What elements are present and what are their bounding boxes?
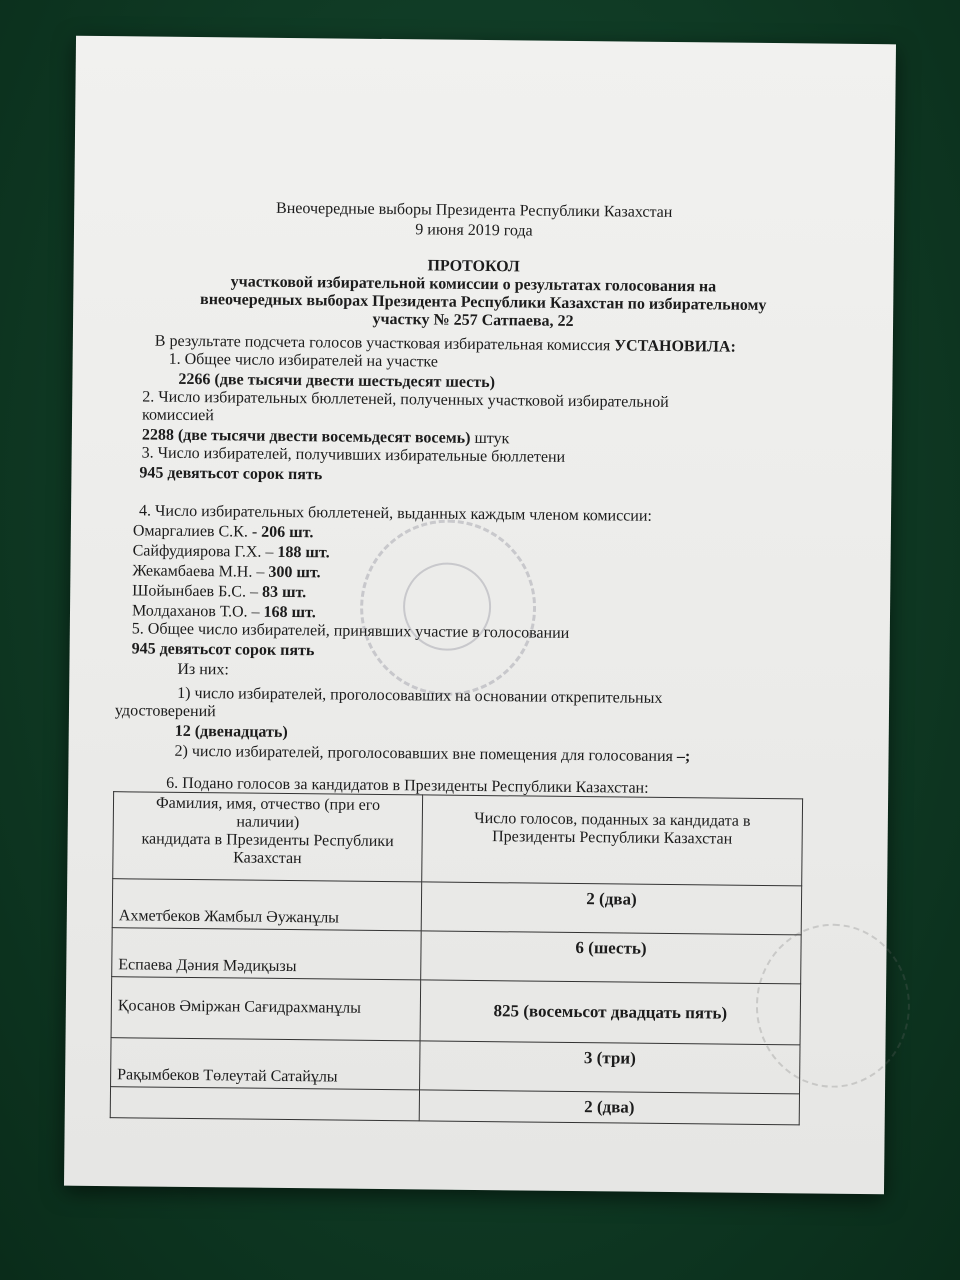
table-row	[112, 928, 801, 984]
intro-strong: УСТАНОВИЛА:	[614, 337, 736, 356]
item-2-value: 2288 (две тысячи двести восемьдесят восемь)	[141, 426, 471, 447]
header-name-line: Казахстан	[233, 849, 302, 868]
item-3-label: 3. Число избирателей, получивших избирательные бюллетени	[141, 444, 566, 466]
protocol-subtitle-2: внеочередных выборах Президента Республики Казахстан по избирательному	[200, 291, 767, 314]
candidate-name: Ахметбеков Жамбыл Әужанұлы	[112, 879, 421, 931]
member-unit: шт.	[305, 544, 330, 562]
item-4-label: 4. Число избирательных бюллетеней, выданных каждым членом комиссии:	[138, 502, 652, 525]
official-seal-stamp	[359, 519, 537, 697]
header-votes-cell	[422, 795, 803, 886]
header-votes-line: Президенты Республики Казахстан	[492, 828, 733, 848]
item-3-value: 945 девятьсот сорок пять	[139, 464, 323, 484]
of-them-label: Из них:	[177, 660, 229, 679]
candidate-name: Қосанов Әміржан Сағидрахманұлы	[111, 977, 421, 1041]
header-votes-line: Число голосов, поданных за кандидата в	[474, 809, 751, 830]
item-2-label-cont: комиссией	[141, 406, 214, 425]
subitem-1-value: 12 (двенадцать)	[174, 722, 288, 741]
header-name-line: наличии)	[236, 813, 300, 832]
candidate-votes: 2 (два)	[421, 882, 801, 935]
member-unit: шт.	[281, 583, 307, 602]
member-row	[133, 542, 330, 562]
header-name-line: Фамилия, имя, отчество (при его	[155, 794, 381, 814]
protocol-document	[64, 36, 896, 1195]
intro-text: В результате подсчета голосов участковая избирательная комиссия	[154, 332, 611, 355]
item-1-label: 1. Общее число избирателей на участке	[168, 350, 439, 371]
table-row	[111, 977, 801, 1045]
subitem-1-label-cont: удостоверений	[114, 702, 216, 721]
table-header-row	[113, 792, 803, 886]
member-count: 206	[261, 523, 286, 541]
member-name: Сайфудиярова Г.Х. –	[132, 542, 274, 561]
member-unit: шт.	[296, 564, 321, 582]
member-count: 300	[268, 563, 293, 582]
item-5-value: 945 девятьсот сорок пять	[131, 640, 315, 660]
member-count: 168	[263, 603, 288, 621]
member-row	[132, 582, 306, 602]
subitem-2-line	[174, 743, 690, 766]
item-2-label: 2. Число избирательных бюллетеней, полученных участковой избирательной	[142, 388, 669, 411]
candidate-votes: 6 (шесть)	[421, 931, 801, 984]
candidate-name	[110, 1087, 419, 1121]
table-row	[112, 879, 801, 935]
member-name: Молдаханов Т.О. –	[131, 602, 260, 621]
candidate-name: Рақымбеков Төлеутай Сатайұлы	[111, 1038, 420, 1090]
member-count: 188	[277, 543, 302, 562]
header-name-line: кандидата в Президенты Республики	[141, 830, 394, 851]
item-6-label: 6. Подано голосов за кандидатов в Президенты Республики Казахстан:	[166, 774, 649, 797]
protocol-title: ПРОТОКОЛ	[427, 257, 520, 276]
item-1-value: 2266 (две тысячи двести шестьдесят шесть)	[178, 370, 496, 392]
table-row	[110, 1087, 799, 1125]
member-unit: шт.	[289, 523, 314, 542]
member-row	[132, 602, 316, 622]
member-count: 83	[261, 583, 279, 601]
candidate-votes: 825 (восемьсот двадцать пять)	[420, 980, 801, 1045]
member-name: Шойынбаев Б.С. –	[132, 582, 259, 601]
candidates-table	[110, 791, 803, 1125]
header-name-cell	[113, 792, 423, 882]
item-5-label: 5. Общее число избирателей, принявших участие в голосовании	[131, 620, 570, 642]
member-row	[133, 522, 314, 542]
subitem-2-value: –;	[676, 748, 691, 766]
candidate-name: Еспаева Дәния Мәдиқызы	[112, 928, 421, 980]
item-2-unit: штук	[474, 429, 510, 448]
election-title: Внеочередные выборы Президента Республики Казахстан	[276, 199, 673, 221]
protocol-subtitle-1: участковой избирательной комиссии о результатах голосования на	[230, 273, 717, 296]
member-name: Омаргалиев С.К. -	[132, 522, 258, 541]
member-name: Жекамбаева М.Н. –	[132, 562, 265, 581]
table-row	[111, 1038, 800, 1094]
candidate-votes: 2 (два)	[419, 1090, 799, 1125]
protocol-subtitle-3: участку № 257 Сатпаева, 22	[372, 310, 574, 330]
subitem-1-label: 1) число избирателей, проголосовавших на основании открепительных	[177, 684, 663, 707]
candidate-votes: 3 (три)	[420, 1041, 800, 1094]
member-row	[132, 562, 320, 582]
member-unit: шт.	[291, 604, 316, 622]
election-date: 9 июня 2019 года	[415, 221, 533, 240]
subitem-2-label: 2) число избирателей, проголосовавших вне помещения для голосования	[174, 742, 674, 766]
